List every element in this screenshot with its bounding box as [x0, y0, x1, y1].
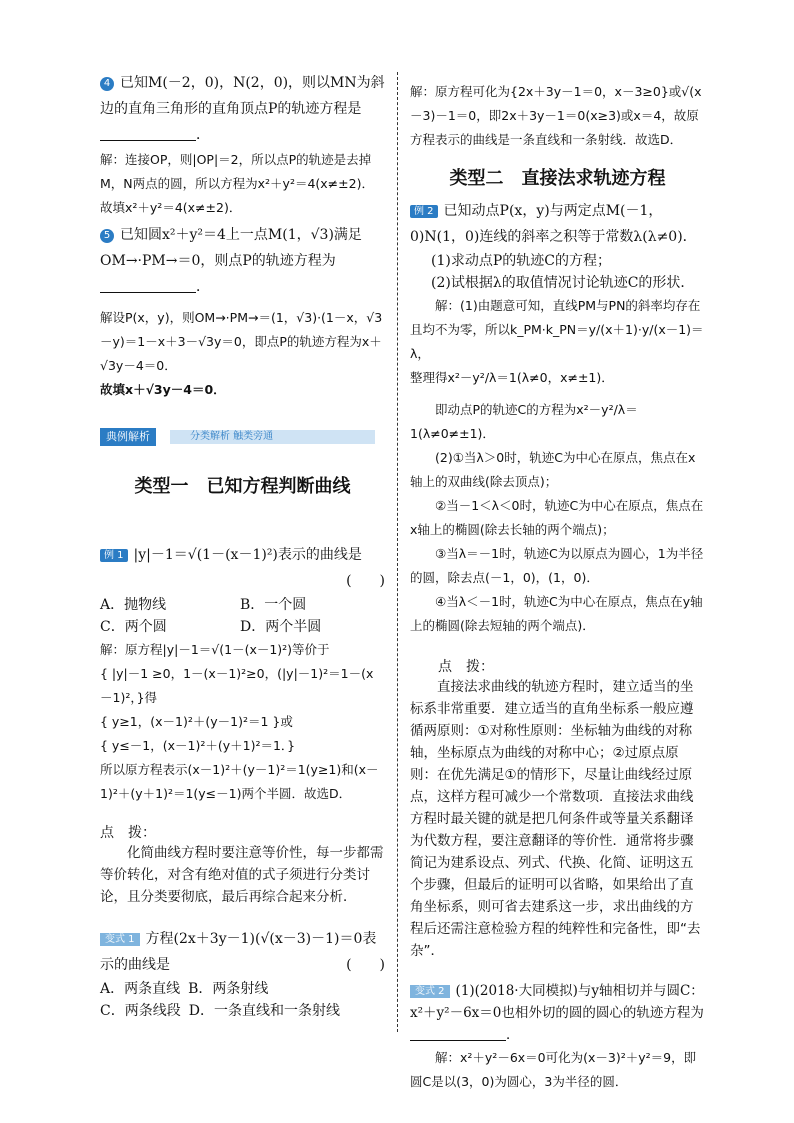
- choice-d: D．一条直线和一条射线: [188, 1003, 340, 1019]
- variant-2: 变式 2 (1)(2018·大同模拟)与y轴相切并与圆C：x²＋y²－6x＝0也相外切的圆的圆心的轨迹方程为 ．: [410, 983, 704, 1043]
- variant-2-text: (1)(2018·大同模拟)与y轴相切并与圆C：x²＋y²－6x＝0也相外切的圆的圆心的轨迹方程为: [410, 983, 704, 1021]
- example-1-solution-line: 解：原方程|y|－1＝√(1－(x－1)²)等价于: [100, 642, 330, 657]
- question-4-number: 4: [100, 77, 114, 91]
- example-2-solution-line: ③当λ＝－1时，轨迹C为以原点为圆心，1为半径的圆，除去点(－1，0)，(1，0)．: [410, 546, 704, 585]
- example-1-choices: [100, 594, 385, 638]
- example-1-solution-line: 所以原方程表示(x－1)²＋(y－1)²＝1(y≥1)和(x－1)²＋(y＋1)²＝1(y≤－1)两个半圆．故选D．: [100, 762, 379, 801]
- example-2-text: 已知动点P(x，y)与两定点M(－1，0)N(1，0)连线的斜率之积等于常数λ(λ≠0)．: [410, 203, 697, 245]
- question-5-solution: 解设P(x，y)，则OM→·PM→＝(1，√3)·(1－x，√3－y)＝1－x＋3－√3y＝0，即点P的轨迹方程为x＋√3y－4＝0．: [100, 310, 383, 373]
- column-divider: [397, 72, 398, 1032]
- example-2-part-2: (2)试根据λ的取值情况讨论轨迹C的形状．: [431, 275, 695, 291]
- choice-a: A．两条直线: [100, 981, 181, 997]
- hint-1-body: 化简曲线方程时要注意等价性，每一步都需等价转化，对含有绝对值的式子须进行分类讨论，且分类要彻底，最后再综合起来分析．: [100, 845, 384, 905]
- example-1-solution-line: { |y|－1 ≥0，1－(x－1)²≥0，(|y|－1)²＝1－(x－1)²，}得: [100, 666, 374, 705]
- question-5-answer: 故填x＋√3y－4＝0．: [100, 382, 226, 397]
- variant-1-solution: 解：原方程可化为{2x＋3y－1＝0，x－3≥0}或√(x－3)－1＝0，即2x＋3y－1＝0(x≥3)或x＝4，故原方程表示的曲线是一条直线和一条射线．故选D．: [410, 84, 702, 147]
- choice-d: D．两个半圆: [240, 619, 322, 635]
- example-2-solution-line: 解：(1)由题意可知，直线PM与PN的斜率均存在且均不为零，所以k_PM·k_PN＝y/(x＋1)·y/(x－1)＝λ，: [410, 298, 704, 361]
- right-column: [410, 70, 705, 1094]
- answer-blank: [100, 278, 196, 293]
- example-2-solution-line: 整理得x²－y²/λ＝1(λ≠0，x≠±1)．: [410, 370, 614, 385]
- question-5-number: 5: [100, 229, 114, 243]
- left-column: [100, 70, 385, 1022]
- choice-c: C．两个圆: [100, 619, 167, 635]
- question-5-text: 已知圆x²＋y²＝4上一点M(1，√3)满足OM→·PM→＝0，则点P的轨迹方程为: [100, 227, 362, 269]
- choice-c: C．两条线段: [100, 1003, 181, 1019]
- example-2-badge: 例 2: [410, 205, 438, 218]
- type2-title: 类型二 直接法求轨迹方程: [449, 168, 666, 189]
- example-2-solution-line: 即动点P的轨迹C的方程为x²－y²/λ＝1(λ≠0≠±1)．: [410, 402, 638, 441]
- example-1-text: |y|－1＝√(1－(x－1)²)表示的曲线是: [133, 547, 362, 563]
- question-5: 5 已知圆x²＋y²＝4上一点M(1，√3)满足OM→·PM→＝0，则点P的轨迹方程为 ．: [100, 227, 362, 295]
- choice-b: B．两条射线: [188, 981, 269, 997]
- answer-blank: [410, 1026, 506, 1041]
- example-1-badge: 例 1: [100, 549, 128, 562]
- choice-b: B．一个圆: [240, 597, 307, 613]
- section-tag: 典例解析: [100, 428, 156, 446]
- question-4-text: 已知M(－2，0)，N(2，0)，则以MN为斜边的直角三角形的直角顶点P的轨迹方程是: [100, 75, 385, 117]
- type1-title: 类型一 已知方程判断曲线: [134, 476, 351, 497]
- hint-2-body: 直接法求曲线的轨迹方程时，建立适当的坐标系非常重要．建立适当的直角坐标系一般应遵循两原则：①对称性原则：坐标轴为曲线的对称轴，坐标原点为曲线的对称中心；②过原点原则：在优先满足①的情形下，尽量让曲线经过原点，这样方程可减少一个常数项．直接法求曲线方程时最关键的就是把几何条件或等量关系翻译为代数方程，要注意翻译的等价性．通常将步骤简记为建系设点、列式、代换、化简、证明这五个步骤，但最后的证明可以省略，如果给出了直角坐标系，则可省去建系这一步，求出曲线的方程后还需注意检验方程的纯粹性和完备性，即“去杂”．: [410, 679, 701, 959]
- example-1-paren: ( ): [346, 573, 385, 589]
- example-2-part-1: (1)求动点P的轨迹C的方程；: [431, 253, 611, 269]
- example-2-solution-line: ④当λ＜－1时，轨迹C为中心在原点，焦点在y轴上的椭圆(除去短轴的两个端点)．: [410, 594, 703, 633]
- variant-1: [100, 926, 385, 978]
- variant-1-text: 方程(2x＋3y－1)(√(x－3)－1)＝0表示的曲线是: [100, 931, 377, 973]
- variant-1-paren: ( ): [346, 957, 385, 973]
- example-2: [410, 198, 705, 250]
- section-header: [100, 428, 385, 446]
- hint-1-label: 点 拨：: [100, 825, 156, 841]
- hint-2-label: 点 拨：: [438, 659, 494, 675]
- section-subtitle: 分类解析 触类旁通: [190, 431, 274, 442]
- variant-1-badge: 变式 1: [100, 933, 140, 946]
- question-4-solution: 解：连接OP，则|OP|＝2，所以点P的轨迹是去掉M，N两点的圆，所以方程为x²＋y²＝4(x≠±2)．故填x²＋y²＝4(x≠±2)．: [100, 152, 374, 215]
- answer-blank: [100, 126, 196, 141]
- example-1-solution-line: { y≤－1，(x－1)²＋(y＋1)²＝1．}: [100, 738, 296, 753]
- variant-2-solution: 解：x²＋y²－6x＝0可化为(x－3)²＋y²＝9，即圆C是以(3，0)为圆心，3为半径的圆．: [410, 1050, 697, 1089]
- example-1-solution-line: { y≥1，(x－1)²＋(y－1)²＝1 }或: [100, 714, 293, 729]
- example-2-solution-line: ②当－1＜λ＜0时，轨迹C为中心在原点，焦点在x轴上的椭圆(除去长轴的两个端点)；: [410, 498, 704, 537]
- question-4: 4 已知M(－2，0)，N(2，0)，则以MN为斜边的直角三角形的直角顶点P的轨迹方程是 ．: [100, 75, 385, 143]
- example-1: [100, 542, 385, 568]
- variant-2-badge: 变式 2: [410, 985, 450, 998]
- example-2-solution-line: (2)①当λ＞0时，轨迹C为中心在原点，焦点在x轴上的双曲线(除去顶点)；: [410, 450, 696, 489]
- choice-a: A．抛物线: [100, 597, 167, 613]
- variant-1-choices: [100, 978, 385, 1022]
